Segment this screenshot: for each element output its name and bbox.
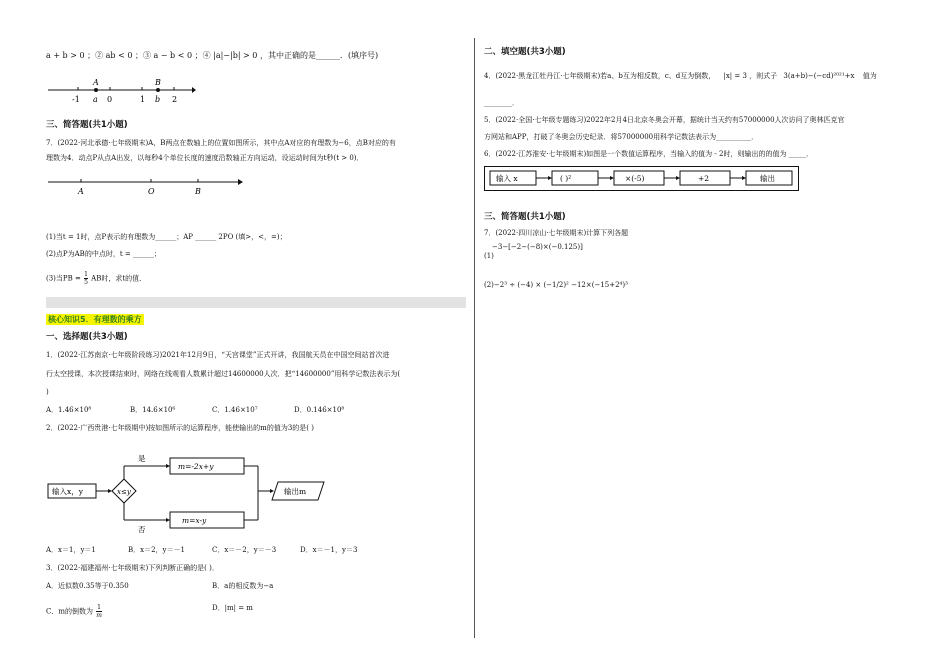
tick-neg1: -1 [72,95,80,104]
tick-b: b [155,95,161,104]
q4-expr: 3(a+b)−(−cd)²⁰²¹+x [783,72,855,80]
number-line-1 [46,76,196,106]
q1-line1: 1．(2022·江苏南京·七年级阶段练习)2021年12月9日，“天宫课堂”正式开讲，我国航天员在中国空间站首次进 [46,351,390,359]
q7r-part1-expr: −3−[−2−(−8)×(−0.125)] [492,243,583,251]
flow-condition: x≤y [117,488,131,496]
flow2-multiply: ×(-5) [625,174,645,183]
flow-bottom-box: m=x-y [182,516,207,525]
q2-option-b: B．x＝2，y＝－1 [128,546,185,554]
q2-option-c: C．x＝－2，y＝－3 [212,546,277,554]
q1-line2: 行太空授课，本次授课结束时，网络在线观看人数累计超过14600000人次．把“14600000”用科学记数法表示为( [46,370,401,378]
flow2-add: +2 [698,174,710,183]
q3-fraction [96,604,102,619]
q7r-part1-label: (1) [484,252,494,260]
flow2-output: 输出 [760,174,775,183]
line2-a: A [78,187,84,196]
flow-no-label: 否 [138,525,146,534]
q3-line: 3．(2022·福建福州·七年级期末)下列判断正确的是( )． [46,564,219,572]
section-1-title: 一、选择题(共3小题) [46,332,128,342]
tick-0: 0 [107,95,113,104]
q4-abs: |x| = 3 [723,72,747,80]
q7-frac-num: 1 [84,271,88,278]
tick-a: a [93,95,98,104]
point-b-label: B [155,78,161,87]
q7-part3-post: AB时，求t的值． [91,274,147,283]
flow-top-box: m=-2x+y [178,462,214,471]
q7-part3-pre: (3)当PB = [46,274,81,283]
flow-yes-label: 是 [138,454,146,463]
q1-option-c: C．1.46×10⁷ [212,406,258,414]
flow-input-text: 输入x，y [52,487,83,496]
q3-option-b: B．a的相反数为−a [212,582,274,590]
q1-option-b: B．14.6×10⁶ [130,406,176,414]
q4-blank: ________． [484,99,519,107]
q5-line2: 方网站和APP，打破了冬奥会历史纪录．将57000000用科学记数法表示为__________． [484,133,759,141]
number-line-2 [46,174,246,200]
top-line-options: a + b > 0 ；② ab < 0 ；③ a − b < 0 ；④ |a|−|b| > 0 ，其中正确的是______．(填序号) [46,51,379,60]
q1-option-a: A．1.46×10⁸ [46,406,92,414]
line2-o: O [148,187,155,196]
q7r-part2: (2)−2³ ÷ (−4) × (−1/2)² −12×(−15+2⁴)³ [484,281,628,289]
q3-option-d: D．|m| = m [212,604,253,612]
q7-part3 [46,271,146,286]
section-separator-bar [46,297,466,308]
q2-line: 2．(2022·广西贵港·七年级期中)按如图所示的运算程序，能使输出的m的值为3的是( ) [46,424,314,432]
q4-text: 4．(2022·黑龙江牡丹江·七年级期末)若a、b互为相反数，c、d互为倒数， [484,72,716,80]
q1-line3: ) [46,388,49,396]
column-divider [474,38,475,638]
flow2-square: ( )² [560,174,572,183]
q4-mid: ，则式子 [749,72,778,80]
point-a-label: A [93,78,99,87]
q7-line2: 理数为4．动点P从点A出发，以每秒4个单位长度的速度沿数轴正方向运动，设运动时间为t秒(t > 0)． [46,154,364,162]
q7-line1: 7．(2022·河北承德·七年级期末)A，B两点在数轴上的位置如图所示，其中点A对应的有理数为−6，点B对应的有 [46,139,396,147]
q3-frac-num: 1 [97,604,101,611]
section-2-title: 二、填空题(共3小题) [484,47,566,57]
q4-line1 [484,72,877,81]
flowchart-2 [484,166,800,192]
q7-frac-den: 5 [84,279,88,286]
q7-part1: (1)当t = 1时，点P表示的有理数为______；AP ______ 2PO (填>，<，=)； [46,233,287,241]
flowchart-1 [46,446,336,538]
q5-line1: 5．(2022·全国·七年级专题练习)2022年2月4日北京冬奥会开幕，据统计当天约有57000000人次访问了奥林匹克官 [484,116,845,124]
q4-end: 值为 [862,72,877,80]
q3-option-c [46,604,103,619]
q2-option-d: D．x＝－1，y＝3 [300,546,358,554]
q6-line: 6．(2022·江苏淮安·七年级期末)如图是一个数值运算程序，当输入的值为 - 2时，则输出的的值为 _____． [484,150,814,158]
q3-c-pre: C．m的倒数为 [46,607,93,616]
q2-option-a: A．x＝1，y＝1 [46,546,96,554]
q3-frac-den: m [96,612,102,619]
section-3-title-left: 三、简答题(共1小题) [46,120,128,130]
section-3-title-right: 三、简答题(共1小题) [484,212,566,222]
q1-option-d: D．0.146×10⁸ [294,406,345,414]
flow2-input: 输入 x [496,174,518,183]
q7-part2: (2)点P为AB的中点时，t = ______； [46,250,161,258]
tick-1: 1 [140,95,146,104]
q7-fraction [84,271,88,286]
q3-option-a: A．近似数0.35等于0.350 [46,582,129,590]
core-knowledge-label: 核心知识5．有理数的乘方 [48,315,142,324]
line2-b: B [195,187,201,196]
flow-output: 输出m [284,487,307,496]
q7r-line: 7．(2022·四川凉山·七年级期末)计算下列各题 [484,229,629,237]
tick-2: 2 [172,95,178,104]
